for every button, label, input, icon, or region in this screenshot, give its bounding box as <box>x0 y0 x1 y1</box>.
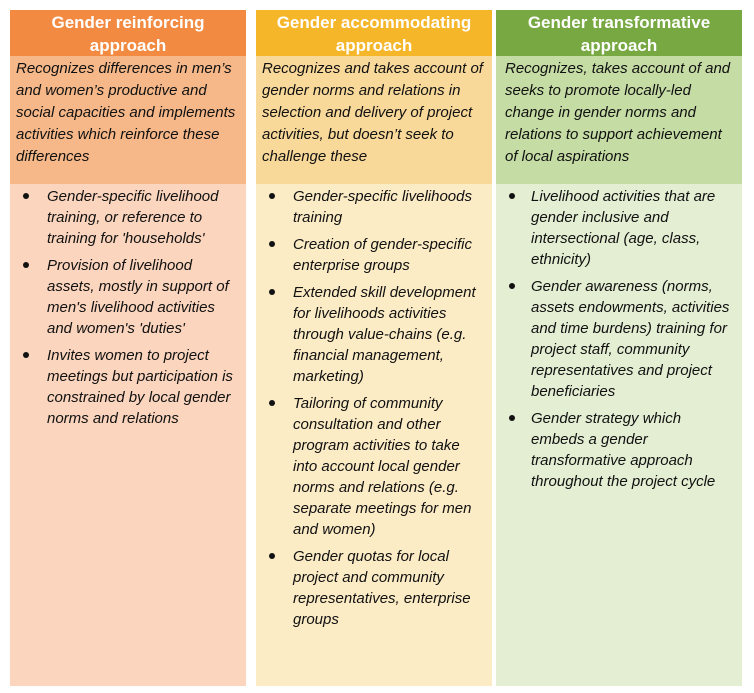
bullet-icon <box>269 241 275 247</box>
bullet-icon <box>269 193 275 199</box>
list-item <box>502 408 736 492</box>
header-title-line2: approach <box>335 36 413 55</box>
column-gender-reinforcing <box>10 10 246 686</box>
bullet-icon <box>23 193 29 199</box>
column-gender-transformative <box>496 10 742 686</box>
list-item-text: Livelihood activities that are gender inclusive and intersectional (age, class, ethnicity) <box>531 188 716 268</box>
list-item-text: Creation of gender-specific enterprise groups <box>293 236 472 274</box>
list-item-text: Extended skill development for livelihoods activities through value-chains (e.g. financial management, marketing) <box>293 284 476 385</box>
list-item <box>502 276 736 402</box>
column-examples <box>10 184 246 686</box>
list-item-text: Gender-specific livelihood training, or reference to training for 'households' <box>47 188 219 247</box>
column-header <box>10 10 246 56</box>
column-gender-accommodating <box>256 10 492 686</box>
bullet-icon <box>23 262 29 268</box>
column-header <box>256 10 492 56</box>
bullet-icon <box>23 352 29 358</box>
list-item-text: Gender awareness (norms, assets endowments, activities and time burdens) training for project staff, community representatives and project beneficiaries <box>531 278 730 400</box>
list-item <box>16 345 240 429</box>
list-item <box>262 393 486 540</box>
list-item-text: Tailoring of community consultation and other program activities to take into account local gender norms and relations (e.g. separate meetings for men and women) <box>293 395 472 538</box>
list-item-text: Gender-specific livelihoods training <box>293 188 472 226</box>
header-title-line1: Gender transformative <box>527 13 711 32</box>
example-list <box>262 186 486 630</box>
column-description: Recognizes differences in men’s and women’s productive and social capacities and implements activities which reinforce these differences <box>10 56 246 184</box>
bullet-icon <box>269 553 275 559</box>
header-title-line2: approach <box>580 36 658 55</box>
bullet-icon <box>509 415 515 421</box>
bullet-icon <box>269 400 275 406</box>
list-item <box>16 255 240 339</box>
column-examples <box>256 184 492 686</box>
header-title-line2: approach <box>89 36 167 55</box>
list-item <box>502 186 736 270</box>
bullet-icon <box>509 193 515 199</box>
column-description: Recognizes and takes account of gender norms and relations in selection and delivery of project activities, but doesn’t seek to challenge these <box>256 56 492 184</box>
list-item-text: Gender strategy which embeds a gender transformative approach throughout the project cycle <box>531 410 716 490</box>
list-item-text: Gender quotas for local project and community representatives, enterprise groups <box>293 548 471 628</box>
bullet-icon <box>509 283 515 289</box>
list-item <box>262 234 486 276</box>
bullet-icon <box>269 289 275 295</box>
list-item <box>262 282 486 387</box>
example-list <box>502 186 736 492</box>
list-item <box>262 546 486 630</box>
example-list <box>16 186 240 429</box>
column-description: Recognizes, takes account of and seeks to promote locally-led change in gender norms and relations to support achievement of local aspirations <box>496 56 742 184</box>
header-title-line1: Gender accommodating <box>276 13 472 32</box>
column-header <box>496 10 742 56</box>
column-examples <box>496 184 742 686</box>
header-title-line1: Gender reinforcing <box>51 13 205 32</box>
list-item <box>16 186 240 249</box>
list-item-text: Invites women to project meetings but participation is constrained by local gender norms and relations <box>47 347 233 427</box>
list-item <box>262 186 486 228</box>
list-item-text: Provision of livelihood assets, mostly in support of men's livelihood activities and women's 'duties' <box>47 257 229 337</box>
